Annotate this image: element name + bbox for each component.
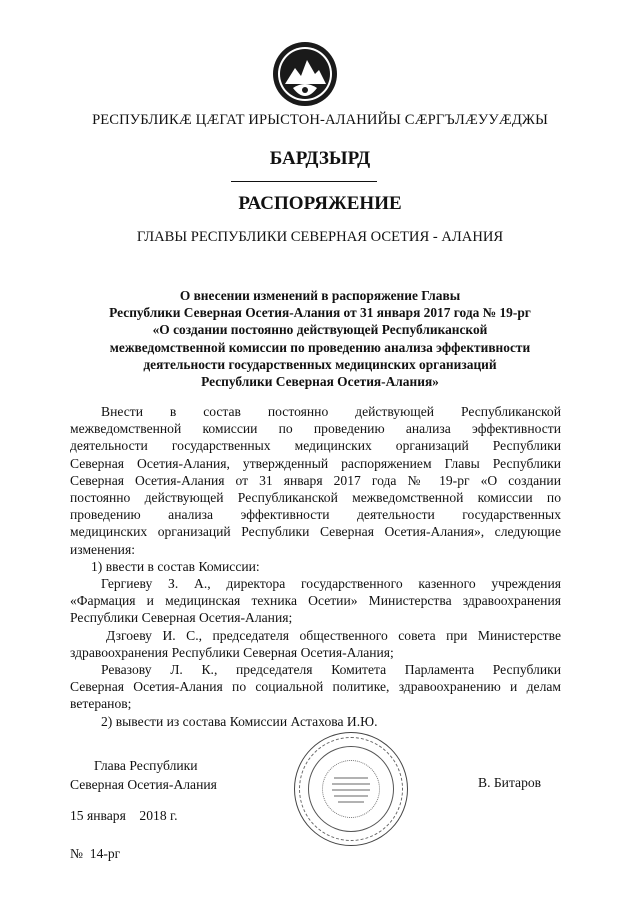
republic-name-ossetian: РЕСПУБЛИКӔ ЦӔГАТ ИРЫСТОН-АЛАНИЙЫ СӔРГЪЛӔУУӔДЖЫ bbox=[92, 112, 548, 128]
order-subject bbox=[0, 287, 640, 390]
body-line: проведению анализа эффективности деятельности государственных bbox=[70, 507, 561, 523]
signatory-title-line: Северная Осетия-Алания bbox=[70, 777, 217, 792]
body-line: Дзгоеву И. С., председателя общественного совета при Министерстве bbox=[106, 627, 561, 643]
subject-line: деятельности государственных медицинских организаций bbox=[143, 356, 497, 372]
subject-line: О внесении изменений в распоряжение Главы bbox=[179, 288, 461, 303]
issuer-line: ГЛАВЫ РЕСПУБЛИКИ СЕВЕРНАЯ ОСЕТИЯ - АЛАНИЯ bbox=[136, 229, 504, 245]
signatory-title bbox=[70, 756, 217, 794]
signatory-title-line: Глава Республики bbox=[94, 758, 198, 773]
subject-line: межведомственной комиссии по проведению анализа эффективности bbox=[109, 339, 531, 355]
body-line: Северная Осетия-Алания по социальной политике, здравоохранению и делам bbox=[70, 679, 561, 695]
order-title: РАСПОРЯЖЕНИЕ bbox=[238, 193, 402, 214]
body-line: Северная Осетия-Алания, утвержденный распоряжением Главы Республики bbox=[70, 455, 561, 471]
body-line: деятельности государственных медицинских организаций Республики bbox=[70, 438, 561, 454]
body-line: медицинских организаций Республики Северная Осетия-Алания», следующие bbox=[70, 524, 561, 540]
body-line: Внести в состав постоянно действующей Республиканской bbox=[101, 404, 561, 419]
subject-line: «О создании постоянно действующей Республиканской bbox=[152, 322, 488, 338]
divider-line bbox=[231, 181, 377, 182]
list-item: 1) ввести в состав Комиссии: bbox=[91, 558, 260, 574]
subject-line: Республики Северная Осетия-Алания» bbox=[201, 374, 439, 390]
body-line: постоянно действующей Республиканской межведомственной комиссии по bbox=[70, 490, 561, 506]
order-title-ossetian: БАРДЗЫРД bbox=[269, 148, 371, 169]
order-date: 15 января 2018 г. bbox=[70, 808, 178, 823]
list-item: 2) вывести из состава Комиссии Астахова И.Ю. bbox=[101, 713, 378, 729]
subject-line: Республики Северная Осетия-Алания от 31 января 2017 года № 19-рг bbox=[109, 305, 531, 321]
body-line: изменения: bbox=[70, 541, 135, 557]
body-line: Северная Осетия-Алания от 31 января 2017 года № 19-рг «О создании bbox=[70, 472, 561, 488]
official-seal-icon bbox=[294, 732, 408, 846]
body-line: здравоохранения Республики Северная Осетия-Алания; bbox=[70, 644, 394, 660]
intro-paragraph bbox=[70, 403, 561, 558]
member-entry bbox=[70, 661, 561, 713]
body-line: ветеранов; bbox=[70, 696, 132, 712]
body-line: межведомственной комиссии по проведению анализа эффективности bbox=[70, 421, 561, 437]
member-entry bbox=[70, 627, 561, 661]
signatory-name: В. Битаров bbox=[478, 775, 542, 790]
republic-emblem-icon bbox=[271, 40, 339, 108]
member-entry bbox=[70, 575, 561, 627]
order-body bbox=[70, 403, 561, 730]
body-line: «Фармация и медицинская техника Осетии» Министерства здравоохранения bbox=[70, 593, 561, 609]
body-line: Гергиеву З. А., директора государственного казенного учреждения bbox=[101, 576, 561, 592]
body-line: Республики Северная Осетия-Алания; bbox=[70, 610, 293, 626]
order-number: № 14-рг bbox=[70, 846, 121, 861]
body-line: Ревазову Л. К., председателя Комитета Парламента Республики bbox=[101, 662, 561, 678]
